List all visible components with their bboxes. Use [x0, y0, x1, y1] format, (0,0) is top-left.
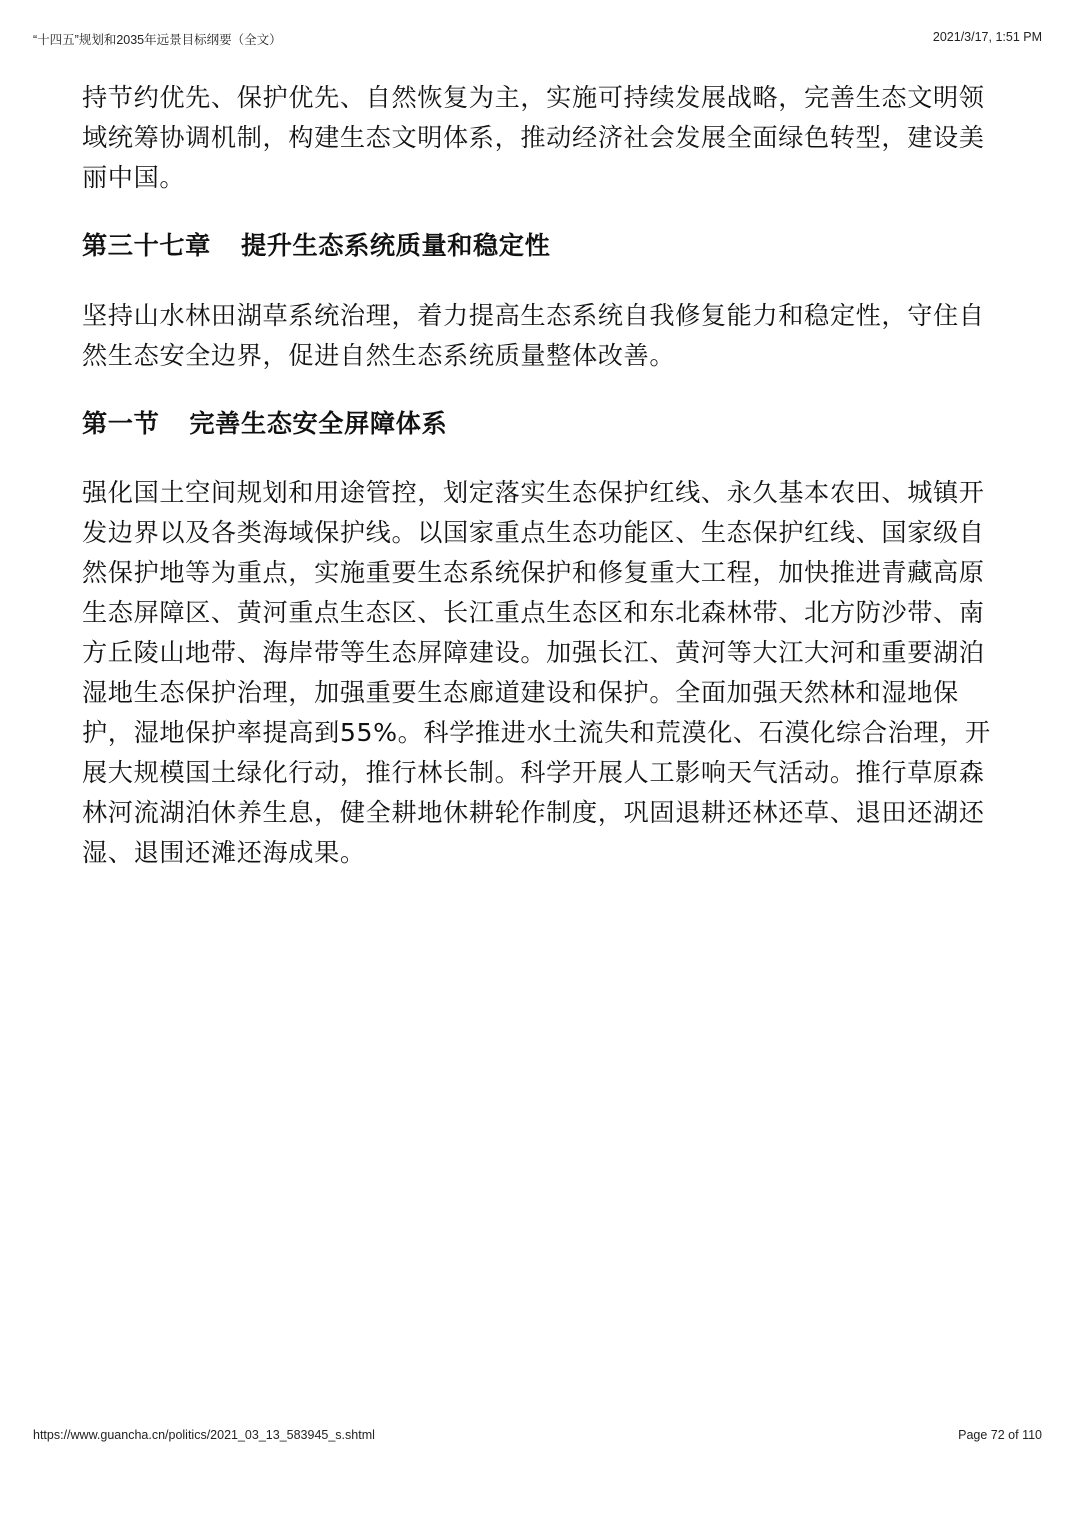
- paragraph-intro: 持节约优先、保护优先、自然恢复为主，实施可持续发展战略，完善生态文明领域统筹协调机制，构建生态文明体系，推动经济社会发展全面绿色转型，建设美丽中国。: [82, 83, 985, 192]
- page-footer: [33, 1428, 1042, 1446]
- document-title: “十四五”规划和2035年远景目标纲要（全文）: [33, 33, 282, 47]
- page-number: Page 72 of 110: [958, 1428, 1042, 1442]
- section-heading: [82, 404, 994, 444]
- print-datetime: 2021/3/17, 1:51 PM: [932, 30, 1042, 44]
- paragraph-section: 强化国土空间规划和用途管控，划定落实生态保护红线、永久基本农田、城镇开发边界以及各类海域保护线。以国家重点生态功能区、生态保护红线、国家级自然保护地等为重点，实施重要生态系统保护和修复重大工程，加快推进青藏高原生态屏障区、黄河重点生态区、长江重点生态区和东北森林带、北方防沙带、南方丘陵山地带、海岸带等生态屏障建设。加强长江、黄河等大江大河和重要湖泊湿地生态保护治理，加强重要生态廊道建设和保护。全面加强天然林和湿地保护，湿地保护率提高到55%。科学推进水土流失和荒漠化、石漠化综合治理，开展大规模国土绿化行动，推行林长制。科学开展人工影响天气活动。推行草原森林河流湖泊休养生息，健全耕地休耕轮作制度，巩固退耕还林还草、退田还湖还湿、退围还滩还海成果。: [82, 478, 991, 867]
- source-url: https://www.guancha.cn/politics/2021_03_13_583945_s.shtml: [33, 1428, 375, 1442]
- article-body: [82, 78, 994, 873]
- paragraph-chapter: 坚持山水林田湖草系统治理，着力提高生态系统自我修复能力和稳定性，守住自然生态安全边界，促进自然生态系统质量整体改善。: [82, 301, 985, 370]
- chapter-number: 第三十七章: [82, 231, 211, 260]
- chapter-title: 提升生态系统质量和稳定性: [240, 231, 551, 260]
- page-header: [33, 30, 1042, 48]
- section-number: 第一节: [82, 409, 160, 438]
- chapter-heading: [82, 226, 994, 266]
- section-title: 完善生态安全屏障体系: [189, 409, 448, 438]
